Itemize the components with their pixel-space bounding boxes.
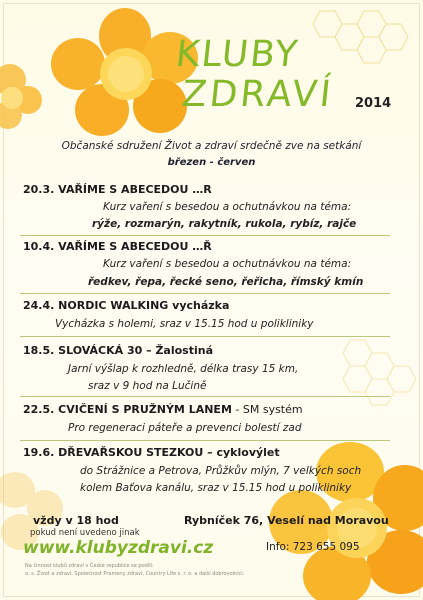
honeycomb-top-decoration [300,6,420,76]
event-6-heading [23,446,280,459]
title-line2: ZDRAVÍ [179,74,336,115]
divider [20,235,390,236]
event-5-date: 22.5. [23,403,55,416]
divider [20,336,390,337]
event-6-detail: kolem Baťova kanálu, sraz v 15.15 hod u polikliniky [80,482,352,494]
info-phone: Info: 723 655 095 [266,541,360,553]
event-4-heading [23,344,213,357]
event-4-title: SLOVÁCKÁ 30 – Žalostiná [58,344,214,357]
time-label: vždy v 18 hod [33,514,119,527]
year-label: 2014 [355,96,392,111]
event-5-heading [23,403,303,416]
divider [20,440,390,441]
event-2-date: 10.4. [23,240,55,253]
event-3-date: 24.4. [23,299,55,312]
flower-small-left-decoration [0,60,50,130]
website-link[interactable]: www.klubyzdravi.cz [23,538,214,558]
event-6-date: 19.6. [23,446,55,459]
event-5-description: Pro regeneraci páteře a prevenci bolestí zad [68,422,302,434]
event-2-heading [23,240,212,253]
divider [20,396,390,397]
event-4-detail: sraz v 9 hod na Lučině [88,380,207,392]
fine-print-line1: Na činnost klubů zdraví v České republice se podílí: [25,563,154,569]
title-line1: KLUBY [173,34,302,75]
event-6-title: DŘEVAŘSKOU STEZKOU – cyklovýlet [58,446,280,459]
event-1-date: 20.3. [23,183,55,196]
event-4-description: Jarní výšlap k rozhledně, délka trasy 15 km, [68,363,299,375]
event-1-title: VAŘÍME S ABECEDOU …R [58,183,212,196]
season-label: březen - červen [167,157,256,168]
divider [20,293,390,294]
event-3-heading [23,299,229,312]
event-5-suffix: - SM systém [231,403,303,416]
event-1-heading [23,183,212,196]
event-2-title: VAŘÍME S ABECEDOU …Ř [58,240,212,253]
fine-print-line2: o. s. Život a zdraví, Společnost Prameny zdraví, Country Life s. r. o. a další dobrovolníci. [25,571,245,577]
event-2-detail: ředkev, řepa, řecké seno, řeřicha, římský kmín [88,276,364,288]
event-4-date: 18.5. [23,344,55,357]
event-2-description: Kurz vaření s besedou a ochutnávkou na téma: [103,258,352,270]
address-label: Rybníček 76, Veselí nad Moravou [184,514,389,527]
event-3-title: NORDIC WALKING vycházka [58,299,230,312]
event-5-title: CVIČENÍ S PRUŽNÝM LANEM [58,403,232,416]
event-1-description: Kurz vaření s besedou a ochutnávkou na téma: [103,201,352,213]
event-6-description: do Strážnice a Petrova, Průžkův mlýn, 7 velkých soch [80,465,362,477]
event-3-description: Vycházka s holemi, sraz v 15.15 hod u polikliniky [55,318,314,330]
intro-text: Občanské sdružení Život a zdraví srdečně zve na setkání [61,140,362,152]
event-1-detail: rýže, rozmarýn, rakytník, rukola, rybíz, rajče [92,218,357,230]
time-note: pokud není uvedeno jinak [30,528,140,538]
